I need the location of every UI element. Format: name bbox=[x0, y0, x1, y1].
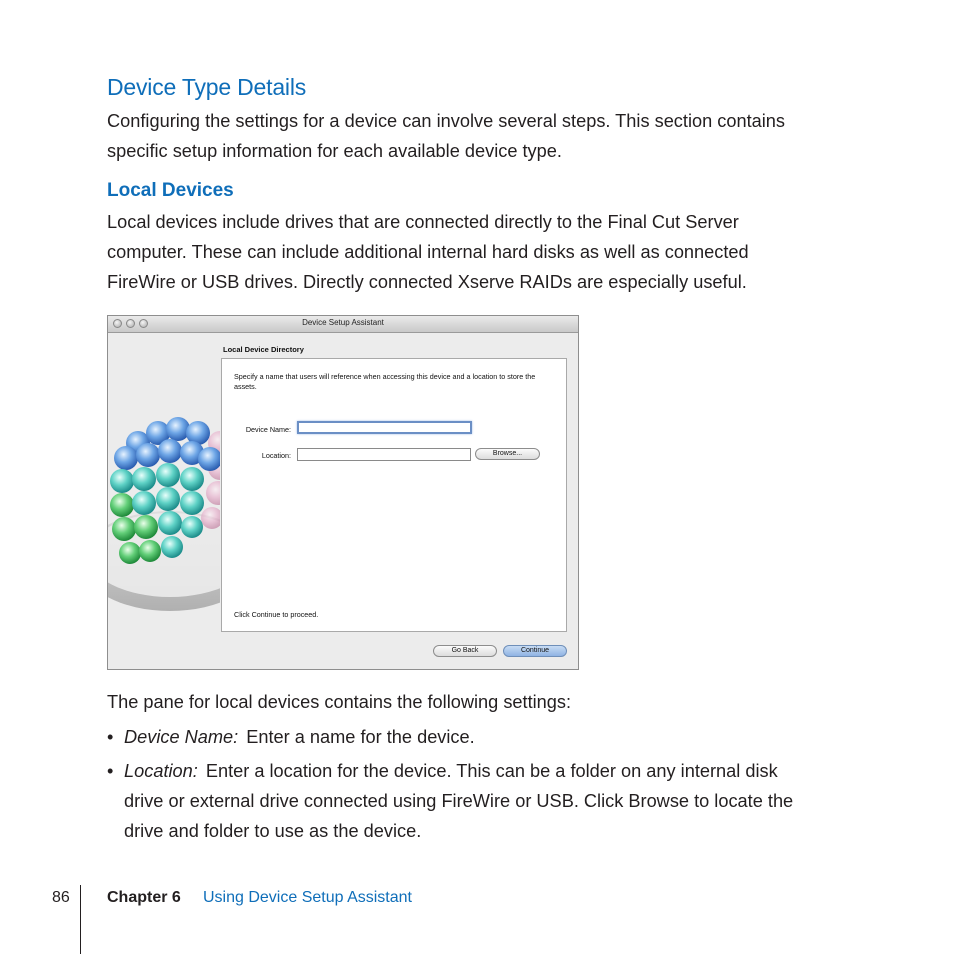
settings-panel bbox=[221, 358, 567, 632]
paragraph-line: Local devices include drives that are connected directly to the Final Cut Server bbox=[107, 212, 739, 232]
window-titlebar bbox=[108, 316, 578, 333]
browse-button[interactable]: Browse... bbox=[475, 448, 540, 460]
window-title: Device Setup Assistant bbox=[302, 318, 384, 327]
list-item bbox=[107, 756, 867, 846]
setting-description: drive or external drive connected using FireWire or USB. Click Browse to locate the bbox=[124, 791, 794, 811]
page-number: 86 bbox=[52, 889, 70, 906]
subsection-heading: Local Devices bbox=[107, 180, 234, 201]
intro-paragraph bbox=[107, 106, 785, 166]
instructions-text: Specify a name that users will reference when accessing this device and a location to store the assets. bbox=[234, 372, 536, 391]
panel-title: Local Device Directory bbox=[223, 345, 304, 354]
settings-intro: The pane for local devices contains the following settings: bbox=[107, 692, 572, 712]
device-name-field[interactable] bbox=[297, 421, 472, 434]
go-back-button[interactable]: Go Back bbox=[433, 645, 497, 657]
setting-description: Enter a name for the device. bbox=[246, 727, 475, 747]
section-heading: Device Type Details bbox=[107, 74, 307, 100]
paragraph-line: computer. These can include additional internal hard disks as well as connected bbox=[107, 242, 749, 262]
continue-button[interactable]: Continue bbox=[503, 645, 567, 657]
bullet-icon: • bbox=[107, 761, 114, 781]
setting-term: Device Name: bbox=[124, 727, 239, 747]
intro-line: Configuring the settings for a device can involve several steps. This section contains bbox=[107, 111, 786, 131]
location-label: Location: bbox=[261, 451, 291, 460]
intro-line: specific setup information for each available device type. bbox=[107, 141, 562, 161]
device-setup-assistant-screenshot bbox=[107, 315, 579, 670]
local-devices-paragraph bbox=[107, 207, 749, 297]
proceed-text: Click Continue to proceed. bbox=[234, 610, 319, 619]
chapter-label: Chapter 6 bbox=[107, 889, 181, 906]
setting-description: drive and folder to use as the device. bbox=[124, 821, 422, 841]
list-item bbox=[107, 722, 867, 752]
chapter-title: Using Device Setup Assistant bbox=[203, 889, 412, 906]
setting-term: Location: bbox=[124, 761, 198, 781]
location-field[interactable] bbox=[297, 448, 471, 461]
paragraph-line: FireWire or USB drives. Directly connected Xserve RAIDs are especially useful. bbox=[107, 272, 747, 292]
footer-divider bbox=[80, 885, 81, 954]
settings-list bbox=[107, 722, 867, 850]
device-name-label: Device Name: bbox=[245, 425, 291, 434]
device-setup-artwork bbox=[108, 333, 220, 669]
setting-description: Enter a location for the device. This can be a folder on any internal disk bbox=[205, 761, 778, 781]
bullet-icon: • bbox=[107, 727, 114, 747]
